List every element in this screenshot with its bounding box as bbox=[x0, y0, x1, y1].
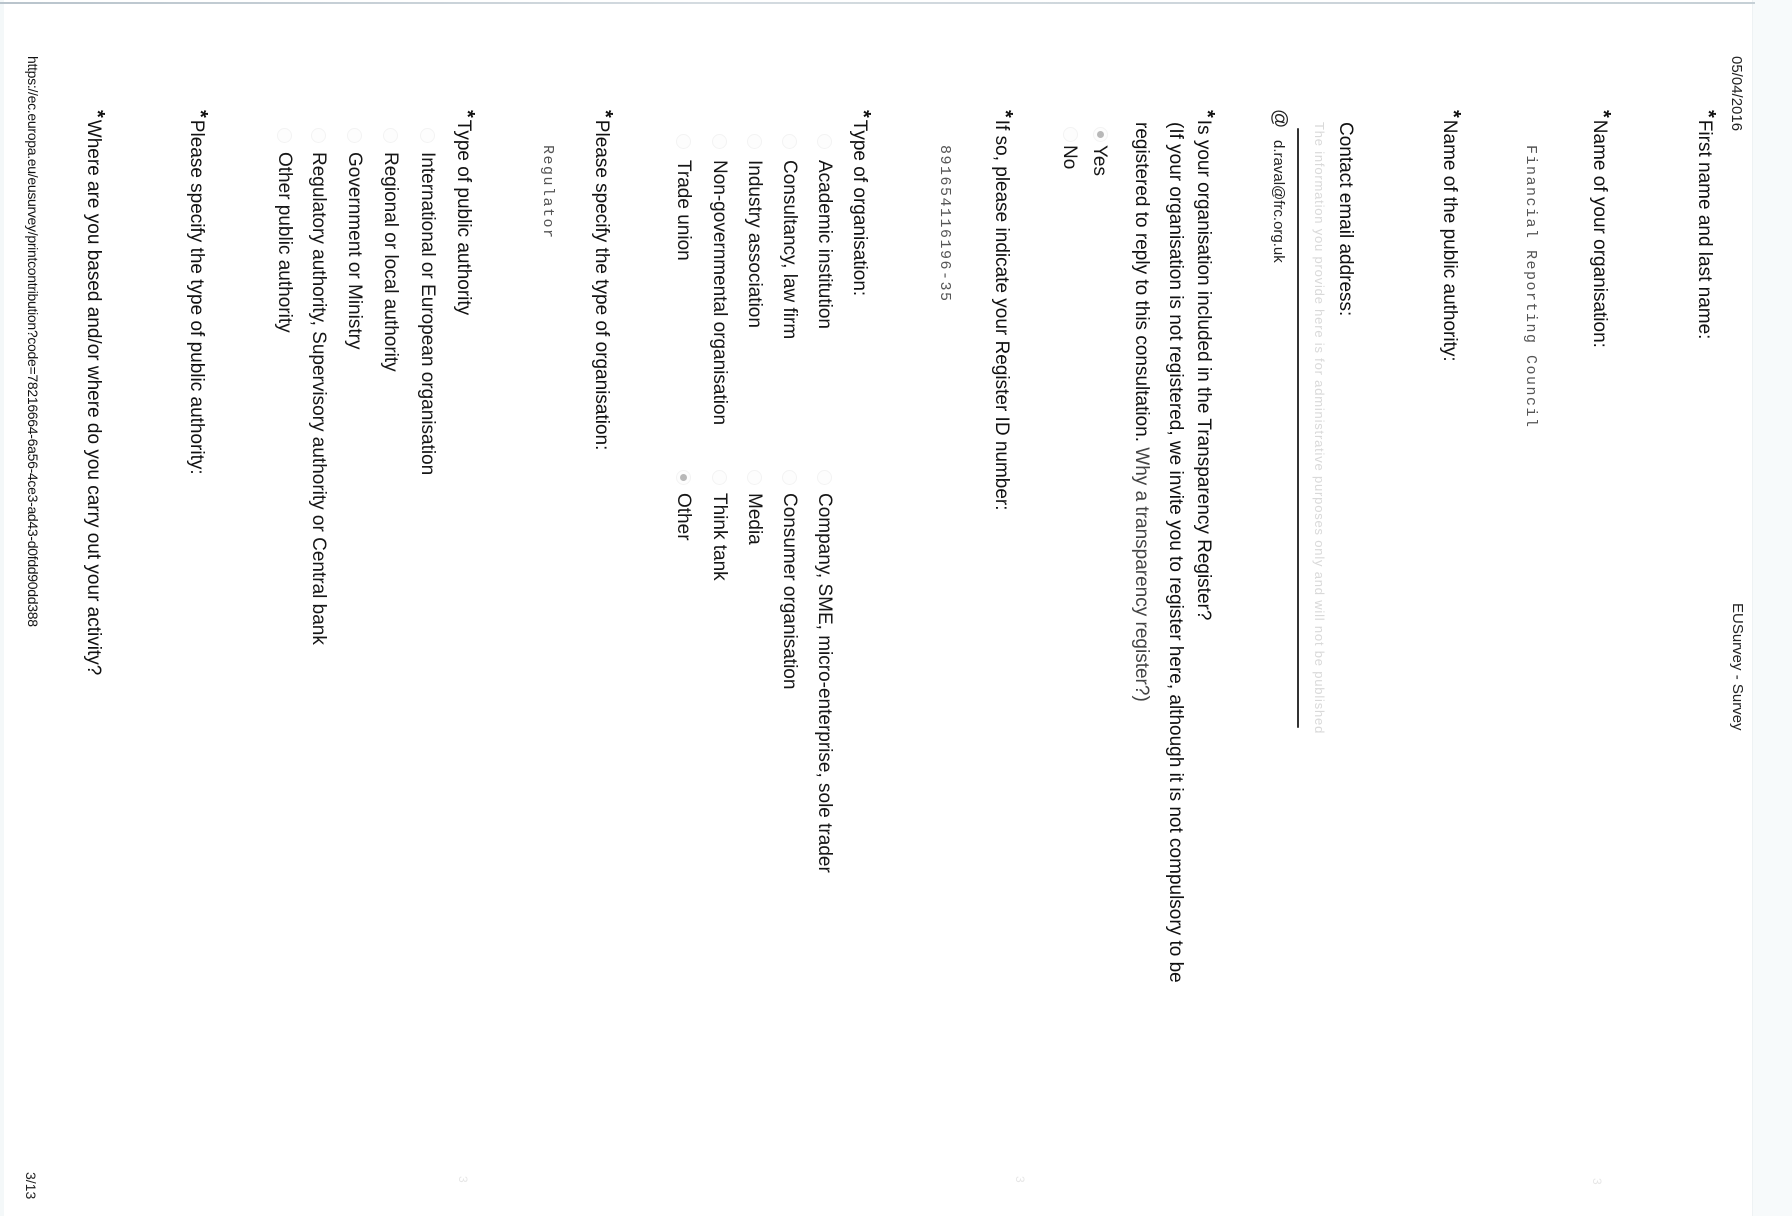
radio-consultancy[interactable] bbox=[782, 134, 797, 149]
question-label: Type of organisation: bbox=[849, 119, 870, 297]
transparency-help-line2 bbox=[1132, 122, 1151, 702]
contact-email-note: The information you provide here is for administrative purposes only and will not be published bbox=[1312, 122, 1327, 735]
required-marker: * bbox=[1592, 110, 1614, 118]
option-academic-institution: Academic institution bbox=[814, 160, 835, 329]
print-date: 05/04/2016 bbox=[1728, 56, 1745, 132]
question-label: First name and last name: bbox=[1694, 119, 1715, 340]
question-public-authority-type bbox=[453, 110, 478, 316]
required-marker: * bbox=[1196, 110, 1218, 118]
question-label: Please specify the type of public authority: bbox=[186, 119, 207, 475]
option-industry-association: Industry association bbox=[744, 160, 765, 328]
contact-email-label: Contact email address: bbox=[1335, 122, 1356, 317]
question-register-id bbox=[991, 110, 1016, 511]
radio-ngo[interactable] bbox=[712, 134, 727, 149]
question-public-authority-name bbox=[1439, 110, 1464, 362]
radio-company[interactable] bbox=[817, 470, 832, 485]
organisation-type-specify-value[interactable]: Regulator bbox=[539, 145, 556, 240]
question-label: Please specify the type of organisation: bbox=[591, 119, 612, 451]
required-marker: * bbox=[852, 110, 874, 118]
radio-consumer-organisation[interactable] bbox=[782, 470, 797, 485]
question-label: Where are you based and/or where do you carry out your activity? bbox=[83, 119, 104, 676]
option-no-label: No bbox=[1059, 145, 1080, 170]
option-ngo: Non-governmental organisation bbox=[709, 160, 730, 426]
scan-ghost-mark: 3 bbox=[1013, 1176, 1027, 1183]
option-other: Other bbox=[673, 493, 694, 541]
radio-no[interactable] bbox=[1063, 127, 1078, 142]
option-government-ministry: Government or Ministry bbox=[344, 152, 365, 350]
register-id-value[interactable]: 891654116196-35 bbox=[936, 145, 953, 303]
page-title: EUSurvey - Survey bbox=[1729, 603, 1746, 731]
required-marker: * bbox=[189, 110, 211, 118]
scan-ghost-mark: 3 bbox=[456, 1176, 470, 1183]
question-organisation-name bbox=[1589, 110, 1614, 348]
required-marker: * bbox=[994, 110, 1016, 118]
question-label: Is your organisation included in the Transparency Register? bbox=[1193, 119, 1214, 621]
option-consultancy: Consultancy, law firm bbox=[779, 160, 800, 340]
why-transparency-register-link[interactable]: Why a transparency register?) bbox=[1131, 442, 1152, 702]
option-yes-label: Yes bbox=[1089, 145, 1110, 176]
at-icon: @ bbox=[1269, 109, 1290, 129]
question-label: If so, please indicate your Register ID number: bbox=[991, 119, 1012, 511]
organisation-name-value[interactable]: Financial Reporting Council bbox=[1522, 145, 1539, 429]
question-label: Name of your organisation: bbox=[1589, 119, 1610, 348]
radio-academic-institution[interactable] bbox=[817, 134, 832, 149]
radio-government-ministry[interactable] bbox=[347, 128, 362, 143]
footer-url: https://ec.europa.eu/eusurvey/printcontribution?code=78216664-6a56-4ce3-ad43-d0fdd90dd388 bbox=[25, 56, 41, 627]
question-first-name bbox=[1694, 110, 1719, 340]
option-trade-union: Trade union bbox=[673, 160, 694, 261]
radio-trade-union[interactable] bbox=[676, 134, 691, 149]
option-consumer-organisation: Consumer organisation bbox=[779, 493, 800, 690]
option-company: Company, SME, micro-enterprise, sole trader bbox=[814, 493, 835, 873]
email-field-underline bbox=[1297, 128, 1299, 728]
option-media: Media bbox=[744, 493, 765, 545]
option-regional-authority: Regional or local authority bbox=[380, 152, 401, 372]
radio-other-public-authority[interactable] bbox=[277, 128, 292, 143]
question-label: Name of the public authority: bbox=[1439, 119, 1460, 362]
page-number: 3/13 bbox=[23, 1172, 39, 1200]
question-transparency-register bbox=[1193, 110, 1218, 621]
option-international-organisation: International or European organisation bbox=[417, 152, 438, 476]
radio-industry-association[interactable] bbox=[747, 134, 762, 149]
radio-yes[interactable] bbox=[1093, 127, 1108, 142]
question-organisation-type bbox=[849, 110, 874, 297]
question-public-authority-type-specify bbox=[186, 110, 211, 475]
radio-international-organisation[interactable] bbox=[420, 128, 435, 143]
option-think-tank: Think tank bbox=[709, 493, 730, 581]
required-marker: * bbox=[456, 110, 478, 118]
option-other-public-authority: Other public authority bbox=[274, 152, 295, 333]
contact-email-value[interactable]: d.raval@frc.org.uk bbox=[1270, 140, 1287, 263]
required-marker: * bbox=[1442, 110, 1464, 118]
radio-think-tank[interactable] bbox=[712, 470, 727, 485]
option-regulatory-authority: Regulatory authority, Supervisory authority or Central bank bbox=[308, 152, 329, 645]
question-label: Type of public authority bbox=[453, 119, 474, 316]
transparency-help-text: registered to reply to this consultation. bbox=[1131, 122, 1152, 443]
required-marker: * bbox=[86, 110, 108, 118]
question-organisation-type-specify bbox=[591, 110, 616, 451]
transparency-help-line1: (If your organisation is not registered, we invite you to register here, although it is not compulsory to be bbox=[1165, 122, 1186, 983]
radio-other[interactable] bbox=[676, 470, 691, 485]
question-location bbox=[83, 110, 108, 676]
required-marker: * bbox=[1697, 110, 1719, 118]
scan-ghost-mark: 3 bbox=[1590, 1178, 1604, 1185]
radio-regional-authority[interactable] bbox=[383, 128, 398, 143]
required-marker: * bbox=[594, 110, 616, 118]
radio-media[interactable] bbox=[747, 470, 762, 485]
radio-regulatory-authority[interactable] bbox=[311, 128, 326, 143]
